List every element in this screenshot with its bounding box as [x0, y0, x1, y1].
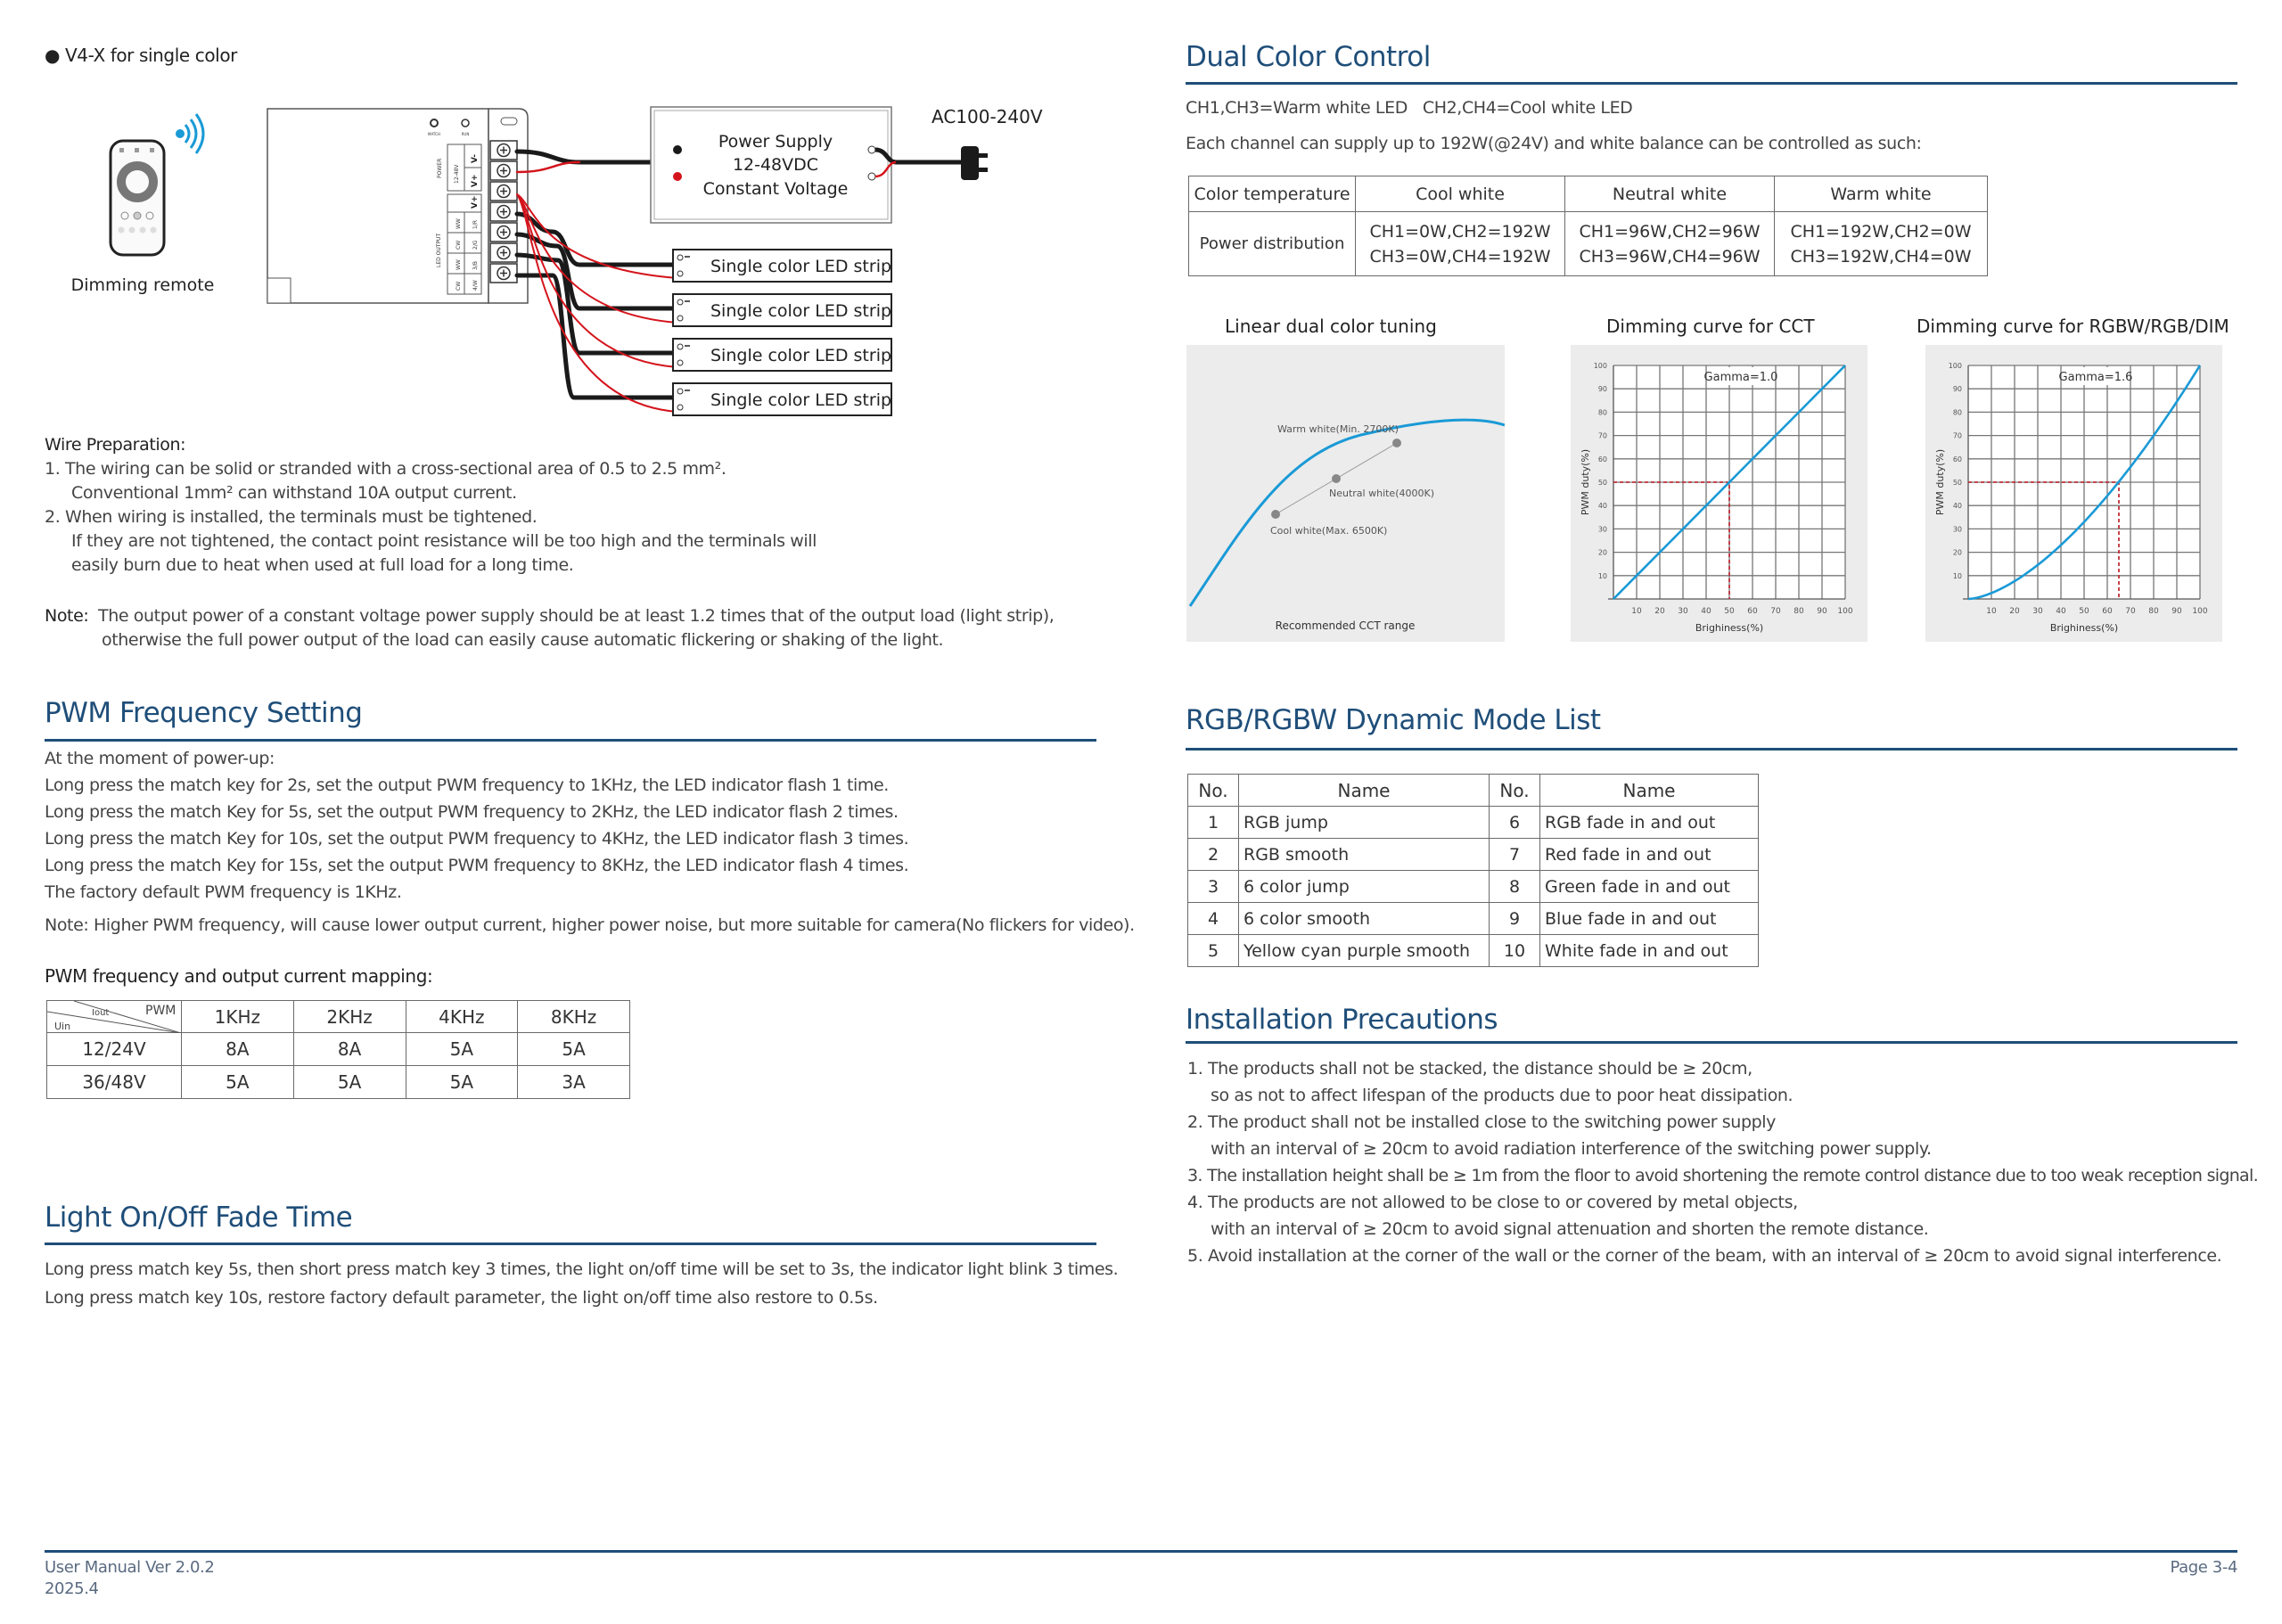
svg-text:PWM: PWM: [145, 1004, 176, 1018]
svg-text:3/B: 3/B: [472, 261, 479, 270]
chart-title: Dimming curve for CCT: [1606, 316, 1815, 337]
led-strip-label: Single color LED strip: [710, 301, 892, 321]
y-tick-label: 50: [1952, 479, 1962, 487]
row-label: 12/24V: [47, 1033, 182, 1066]
y-tick-label: 10: [1597, 571, 1607, 580]
y-tick-label: 10: [1952, 571, 1962, 580]
footer-page: Page 3-4: [2170, 1558, 2237, 1577]
mode-name: Red fade in and out: [1540, 839, 1759, 871]
rgbw-dimming-chart: [1925, 345, 2222, 642]
table-row: [1188, 839, 1759, 871]
power-supply-type: Constant Voltage: [702, 179, 849, 199]
install-heading: Installation Precautions: [1186, 1004, 1498, 1036]
table-header: 8KHz: [518, 1001, 630, 1033]
svg-text:V-: V-: [471, 153, 480, 163]
svg-text:1/R: 1/R: [472, 219, 479, 229]
y-tick-label: 80: [1597, 408, 1607, 417]
dual-line: CH1,CH3=Warm white LED CH2,CH4=Cool white LED: [1186, 98, 1633, 118]
led-strip: [673, 383, 891, 415]
mode-list-table: [1187, 774, 1759, 967]
modes-heading: RGB/RGBW Dynamic Mode List: [1186, 704, 1601, 736]
svg-text:V+: V+: [471, 174, 480, 187]
gamma-annotation: Gamma=1.6: [2058, 371, 2133, 385]
install-heading-rule: [1186, 1041, 2237, 1044]
y-tick-label: 40: [1952, 502, 1962, 511]
dual-color-table: [1188, 176, 1988, 276]
install-line: 1. The products shall not be stacked, the distance should be ≥ 20cm,: [1187, 1059, 1753, 1079]
dual-heading-rule: [1186, 82, 2237, 85]
table-row: [1188, 935, 1759, 967]
row-label: Power distribution: [1189, 212, 1356, 276]
gamma-annotation: Gamma=1.0: [1703, 371, 1778, 385]
mode-number: 9: [1490, 903, 1540, 935]
x-axis-label: Recommended CCT range: [1275, 619, 1416, 632]
pwm-line: The factory default PWM frequency is 1KHz.: [45, 882, 402, 902]
install-line: with an interval of ≥ 20cm to avoid signal attenuation and shorten the remote distance.: [1211, 1219, 1929, 1239]
mode-number: 4: [1188, 903, 1239, 935]
pwm-mapping-title: PWM frequency and output current mapping:: [45, 965, 433, 987]
cool-white-point: [1271, 510, 1280, 519]
led-strip-label: Single color LED strip: [710, 346, 892, 365]
mode-number: 8: [1490, 871, 1540, 903]
dual-line: Each channel can supply up to 192W(@24V) and white balance can be controlled as such:: [1186, 134, 1922, 153]
remote-label: Dimming remote: [70, 275, 215, 295]
x-tick-label: 30: [1678, 607, 1688, 616]
y-tick-label: 30: [1952, 525, 1962, 534]
y-tick-label: 20: [1597, 548, 1607, 557]
mode-number: 5: [1188, 935, 1239, 967]
fade-heading: Light On/Off Fade Time: [45, 1202, 353, 1234]
power-supply-label: Power Supply: [718, 132, 833, 152]
install-line: 4. The products are not allowed to be close to or covered by metal objects,: [1187, 1193, 1798, 1212]
pwm-line: Long press the match Key for 15s, set the output PWM frequency to 8KHz, the LED indicator flash 4 times.: [45, 856, 909, 875]
table-header: No.: [1490, 775, 1540, 807]
y-axis-label: PWM duty(%): [1934, 448, 1946, 516]
led-strip: [673, 339, 891, 371]
mode-name: White fade in and out: [1540, 935, 1759, 967]
table-header: Name: [1540, 775, 1759, 807]
table-row: 36/48V 5A 5A 5A 3A: [47, 1066, 630, 1099]
pwm-note: Note: Higher PWM frequency, will cause lower output current, higher power noise, but more suitable for camera(No flickers for video).: [45, 915, 1135, 935]
footer-date: 2025.4: [45, 1579, 99, 1598]
table-row: [1188, 903, 1759, 935]
install-line: 3. The installation height shall be ≥ 1m from the floor to avoid shortening the remote control distance due to too weak reception signal.: [1187, 1166, 2258, 1185]
wire-prep-line: 2. When wiring is installed, the terminals must be tightened.: [45, 507, 538, 527]
x-tick-label: 20: [2009, 607, 2020, 616]
mode-number: 3: [1188, 871, 1239, 903]
pwm-line: At the moment of power-up:: [45, 749, 275, 768]
led-strip: [673, 294, 891, 326]
cct-dimming-chart: [1571, 345, 1867, 642]
mode-name: 6 color smooth: [1239, 903, 1490, 935]
mode-name: RGB smooth: [1239, 839, 1490, 871]
x-tick-label: 100: [2192, 607, 2208, 616]
table-header: Name: [1239, 775, 1490, 807]
x-tick-label: 50: [2079, 607, 2089, 616]
mode-name: Green fade in and out: [1540, 871, 1759, 903]
x-tick-label: 40: [2056, 607, 2066, 616]
mode-name: Blue fade in and out: [1540, 903, 1759, 935]
x-tick-label: 90: [2171, 607, 2182, 616]
mode-name: RGB jump: [1239, 807, 1490, 839]
wire-prep-line: 1. The wiring can be solid or stranded with a cross-sectional area of 0.5 to 2.5 mm².: [45, 459, 726, 479]
table-row: [1188, 807, 1759, 839]
wiring-title: ● V4-X for single color: [45, 45, 237, 66]
svg-text:CW: CW: [456, 281, 462, 291]
x-axis-label: Brighiness(%): [2049, 622, 2119, 634]
mode-name: 6 color jump: [1239, 871, 1490, 903]
table-header: No.: [1188, 775, 1239, 807]
wiring-diagram: [53, 89, 1070, 446]
mode-number: 2: [1188, 839, 1239, 871]
x-tick-label: 60: [1747, 607, 1758, 616]
y-tick-label: 70: [1597, 431, 1607, 440]
x-tick-label: 90: [1817, 607, 1827, 616]
pwm-heading-rule: [45, 739, 1096, 742]
mode-number: 6: [1490, 807, 1540, 839]
wire-prep-line: Conventional 1mm² can withstand 10A output current.: [71, 483, 517, 503]
dual-heading: Dual Color Control: [1186, 41, 1431, 73]
chart-title: Linear dual color tuning: [1225, 316, 1437, 337]
svg-text:CW: CW: [456, 240, 462, 250]
note-label: Note:: [45, 606, 89, 626]
table-row: 12/24V 8A 8A 5A 5A: [47, 1033, 630, 1066]
install-line: with an interval of ≥ 20cm to avoid radiation interference of the switching power supply.: [1211, 1139, 1932, 1159]
footer-rule: [45, 1550, 2237, 1553]
controller-box: [267, 109, 528, 303]
wire-prep-line: easily burn due to heat when used at full load for a long time.: [71, 555, 574, 575]
x-tick-label: 60: [2102, 607, 2113, 616]
power-supply-box: [651, 107, 891, 223]
y-tick-label: 20: [1952, 548, 1962, 557]
svg-text:V+: V+: [471, 195, 480, 209]
svg-text:WW: WW: [456, 259, 462, 270]
x-tick-label: 100: [1837, 607, 1853, 616]
led-strip: [673, 250, 891, 282]
chart-title: Dimming curve for RGBW/RGB/DIM: [1917, 316, 2229, 337]
match-label: MATCH: [428, 132, 440, 136]
x-tick-label: 70: [1770, 607, 1781, 616]
table-header: 1KHz: [182, 1001, 294, 1033]
y-tick-label: 70: [1952, 431, 1962, 440]
modes-heading-rule: [1186, 748, 2237, 750]
x-tick-label: 30: [2032, 607, 2043, 616]
linear-tuning-chart: [1186, 345, 1505, 642]
note-line: otherwise the full power output of the load can easily cause automatic flickering or shaking of the light.: [102, 630, 944, 650]
annotation-neutral: Neutral white(4000K): [1329, 488, 1434, 499]
y-tick-label: 80: [1952, 408, 1962, 417]
annotation-warm: Warm white(Min. 2700K): [1277, 423, 1399, 435]
x-tick-label: 20: [1654, 607, 1665, 616]
x-tick-label: 80: [2148, 607, 2159, 616]
neutral-white-point: [1332, 474, 1341, 483]
ac-plug-icon: [875, 146, 988, 180]
x-tick-label: 40: [1701, 607, 1712, 616]
mode-number: 10: [1490, 935, 1540, 967]
pwm-mapping-table: [46, 1000, 630, 1099]
install-line: 2. The product shall not be installed close to the switching power supply: [1187, 1112, 1776, 1132]
annotation-cool: Cool white(Max. 6500K): [1270, 525, 1388, 537]
svg-text:Iout: Iout: [92, 1008, 110, 1018]
table-row: [1188, 871, 1759, 903]
footer-version: User Manual Ver 2.0.2: [45, 1558, 215, 1577]
y-tick-label: 40: [1597, 502, 1607, 511]
y-tick-label: 100: [1948, 362, 1962, 370]
svg-text:POWER: POWER: [437, 158, 443, 178]
pwm-line: Long press the match key for 2s, set the output PWM frequency to 1KHz, the LED indicator flash 1 time.: [45, 775, 889, 795]
wire-prep-title: Wire Preparation:: [45, 435, 186, 455]
pwm-line: Long press the match Key for 5s, set the output PWM frequency to 2KHz, the LED indicator flash 2 times.: [45, 802, 899, 822]
run-label: RUN: [461, 132, 470, 136]
svg-text:12-48V: 12-48V: [454, 164, 460, 184]
pwm-line: Long press the match Key for 10s, set the output PWM frequency to 4KHz, the LED indicator flash 3 times.: [45, 829, 909, 849]
led-strip-label: Single color LED strip: [710, 257, 892, 276]
table-header: Warm white: [1775, 176, 1988, 212]
warm-white-point: [1392, 439, 1401, 447]
pwm-heading: PWM Frequency Setting: [45, 697, 363, 729]
mode-name: Yellow cyan purple smooth: [1239, 935, 1490, 967]
y-tick-label: 60: [1952, 455, 1962, 463]
install-line: so as not to affect lifespan of the products due to poor heat dissipation.: [1211, 1086, 1794, 1105]
x-tick-label: 10: [1986, 607, 1997, 616]
y-tick-label: 30: [1597, 525, 1607, 534]
mode-number: 1: [1188, 807, 1239, 839]
table-header: 2KHz: [293, 1001, 406, 1033]
y-tick-label: 100: [1593, 362, 1607, 370]
x-axis-label: Brighiness(%): [1695, 622, 1764, 634]
y-tick-label: 60: [1597, 455, 1607, 463]
row-label: 36/48V: [47, 1066, 182, 1099]
svg-text:WW: WW: [456, 218, 462, 229]
table-header: 4KHz: [406, 1001, 518, 1033]
terminal-block: [490, 141, 517, 283]
svg-text:4/W: 4/W: [472, 280, 479, 291]
y-tick-label: 90: [1952, 385, 1962, 394]
table-corner-cell: [47, 1001, 182, 1033]
dimming-remote-icon: [111, 100, 203, 255]
y-axis-label: PWM duty(%): [1580, 448, 1591, 516]
svg-text:Uin: Uin: [54, 1021, 71, 1032]
svg-text:2/G: 2/G: [472, 240, 479, 250]
x-tick-label: 80: [1794, 607, 1804, 616]
table-header: Neutral white: [1565, 176, 1775, 212]
mode-number: 7: [1490, 839, 1540, 871]
row-label: Color temperature: [1189, 176, 1356, 212]
table-header: Cool white: [1356, 176, 1565, 212]
led-strip-label: Single color LED strip: [710, 390, 892, 410]
fade-heading-rule: [45, 1243, 1096, 1245]
table-row: Power distribution CH1=0W,CH2=192W CH3=0W,CH4=192W CH1=96W,CH2=96W CH3=96W,CH4=96W CH1=192W,CH2=0W CH3=192W,CH4=0W: [1189, 212, 1988, 276]
ac-label: AC100-240V: [932, 106, 1043, 127]
note-line: The output power of a constant voltage power supply should be at least 1.2 times that of the output load (light strip),: [98, 606, 1055, 626]
y-tick-label: 90: [1597, 385, 1607, 394]
svg-text:LED OUTPUT: LED OUTPUT: [436, 233, 442, 267]
power-supply-voltage: 12-48VDC: [732, 155, 819, 175]
bullet-icon: ●: [45, 45, 66, 66]
install-line: 5. Avoid installation at the corner of the wall or the corner of the beam, with an interval of ≥ 20cm to avoid signal interference.: [1187, 1246, 2222, 1266]
fade-line: Long press match key 5s, then short press match key 3 times, the light on/off time will be set to 3s, the indicator light blink 3 times.: [45, 1259, 1119, 1279]
x-tick-label: 70: [2125, 607, 2136, 616]
x-tick-label: 50: [1724, 607, 1735, 616]
x-tick-label: 10: [1631, 607, 1642, 616]
wire-prep-line: If they are not tightened, the contact point resistance will be too high and the terminals will: [71, 531, 817, 551]
y-tick-label: 50: [1597, 479, 1607, 487]
fade-line: Long press match key 10s, restore factory default parameter, the light on/off time also restore to 0.5s.: [45, 1288, 878, 1308]
mode-name: RGB fade in and out: [1540, 807, 1759, 839]
